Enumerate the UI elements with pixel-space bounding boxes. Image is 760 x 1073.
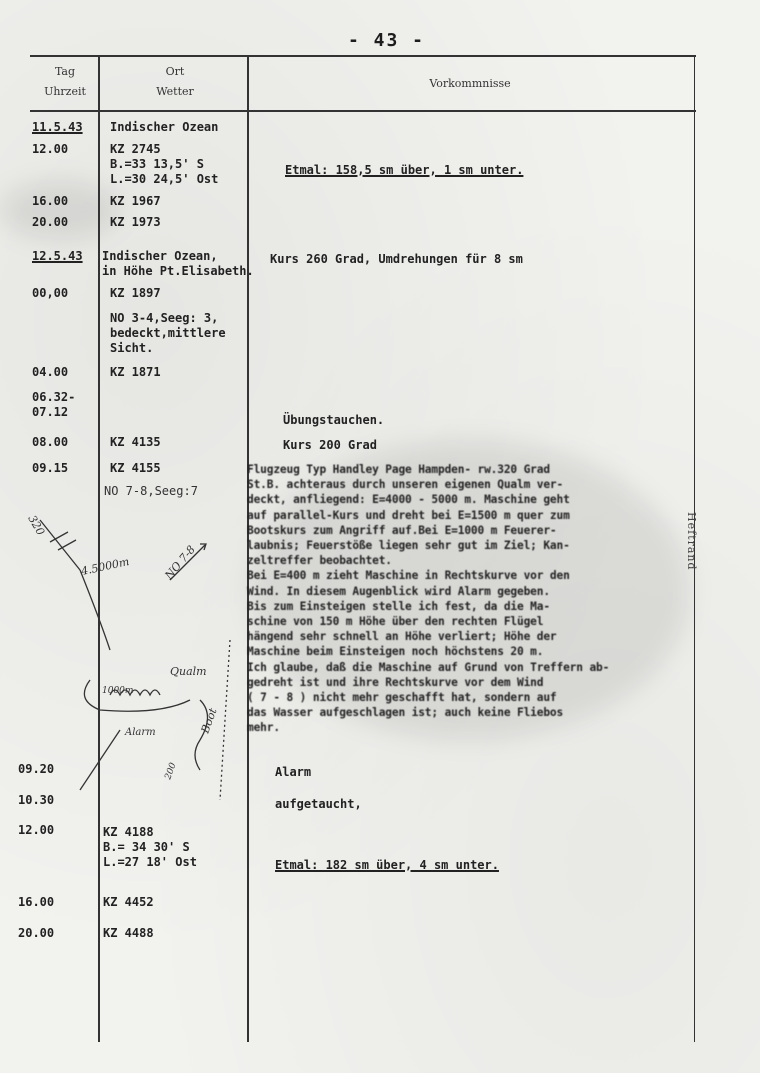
entry-event: Kurs 260 Grad, Umdrehungen für 8 sm: [270, 252, 523, 266]
header-uhrzeit: Uhrzeit: [44, 85, 86, 98]
reference-line: [220, 640, 230, 800]
entry-event: Etmal: 158,5 sm über, 1 sm unter.: [285, 163, 524, 177]
sketch-range: 1000m: [102, 686, 134, 696]
entry-place: Indischer Ozean: [110, 120, 219, 134]
entry-event: Etmal: 182 sm über, 4 sm unter.: [275, 858, 499, 872]
sketch-smoke: Qualm: [170, 665, 207, 678]
entry-weather: NO 3-4,Seeg: 3, bedeckt,mittlere Sicht.: [110, 311, 226, 355]
approach-line: [80, 570, 110, 650]
entry-time: 12.00: [32, 142, 69, 156]
entry-place: KZ 4155: [110, 461, 161, 475]
entry-place: KZ 1871: [110, 365, 161, 379]
entry-time: 20.00: [18, 926, 55, 940]
sketch-bearing: 320: [25, 513, 48, 538]
page-number: - 43 -: [348, 30, 426, 51]
entry-time: 10.30: [18, 793, 55, 807]
entry-time: 12.00: [18, 823, 55, 837]
entry-date: 12.5.43: [32, 249, 83, 263]
entry-time: 09.15: [32, 461, 69, 475]
sketch-wind: NO 7-8: [162, 543, 198, 582]
entry-weather: NO 7-8,Seeg:7: [104, 484, 198, 498]
entry-date: 11.5.43: [32, 120, 83, 134]
entry-time: 08.00: [32, 435, 69, 449]
sketch-boat: Boot: [198, 706, 220, 736]
sketch-alarm: Alarm: [125, 727, 156, 738]
entry-event: Alarm: [275, 765, 312, 779]
entry-time: 09.20: [18, 762, 55, 776]
entry-place: KZ 1897: [110, 286, 161, 300]
header-ort-wetter: [130, 62, 220, 102]
margin-label: Heftrand: [685, 512, 698, 571]
entry-place: KZ 1973: [110, 215, 161, 229]
entry-time: 04.00: [32, 365, 69, 379]
header-tag-uhrzeit: [40, 62, 90, 102]
sketch-note: 200: [163, 761, 179, 782]
engagement-sketch: [20, 500, 250, 800]
bearing-line: [80, 730, 120, 790]
entry-place: Indischer Ozean, in Höhe Pt.Elisabeth.: [102, 249, 254, 278]
turn-path: [84, 680, 190, 711]
entry-place: KZ 4135: [110, 435, 161, 449]
entry-time: 00,00: [32, 286, 69, 300]
entry-place: KZ 4488: [103, 926, 154, 940]
entry-position: KZ 4188 B.= 34 30' S L.=27 18' Ost: [103, 825, 197, 869]
header-wetter: Wetter: [156, 85, 194, 98]
ink-smudge: [0, 180, 120, 240]
header-rule: [30, 110, 696, 112]
entry-place: KZ 4452: [103, 895, 154, 909]
aircraft-attack-report: Flugzeug Typ Handley Page Hampden- rw.320 Grad St.B. achteraus durch unseren eigenen Qualm ver- deckt, anfliegend: E=4000 - 5000 m. Maschine geht auf parallel-Kurs und dreht bei E=1500 m quer zum Bootskurs zum Angriff auf.Bei E=1000 m Feuerer- laubnis; Feuerstöße liegen sehr gut im Ziel; Kan- zeltreffer beobachtet. Bei E=400 m zieht Maschine in Rechtskurve vor den Wind. In diesem Augenblick wird Alarm gegeben. Bis zum Einsteigen stelle ich fest, da die Ma- schine von 150 m Höhe über den rechten Flügel hängend sehr schnell an Höhe verliert; Höhe der Maschine beim Einsteigen noch höchstens 20 m. Ich glaube, daß die Maschine auf Grund von Treffern ab- gedreht ist und ihre Rechtskurve vor dem Wind ( 7 - 8 ) nicht mehr geschafft hat, sondern auf das Wasser aufgeschlagen ist; auch keine Fliebos mehr.: [247, 463, 610, 735]
top-rule: [30, 55, 696, 57]
entry-time: 20.00: [32, 215, 69, 229]
entry-time: 06.32- 07.12: [32, 390, 76, 419]
header-ort: Ort: [165, 65, 185, 78]
header-tag: Tag: [54, 65, 76, 78]
header-vorkommnisse: Vorkommnisse: [429, 77, 511, 90]
entry-place: KZ 1967: [110, 194, 161, 208]
entry-position: KZ 2745 B.=33 13,5' S L.=30 24,5' Ost: [110, 142, 219, 186]
entry-time: 16.00: [32, 194, 69, 208]
entry-time: 16.00: [18, 895, 55, 909]
entry-event: Kurs 200 Grad: [283, 438, 377, 452]
entry-event: Übungstauchen.: [283, 413, 385, 427]
entry-event: aufgetaucht,: [275, 797, 362, 811]
aircraft-mark: [50, 532, 76, 550]
sketch-distance: 4.5000m: [79, 555, 131, 578]
